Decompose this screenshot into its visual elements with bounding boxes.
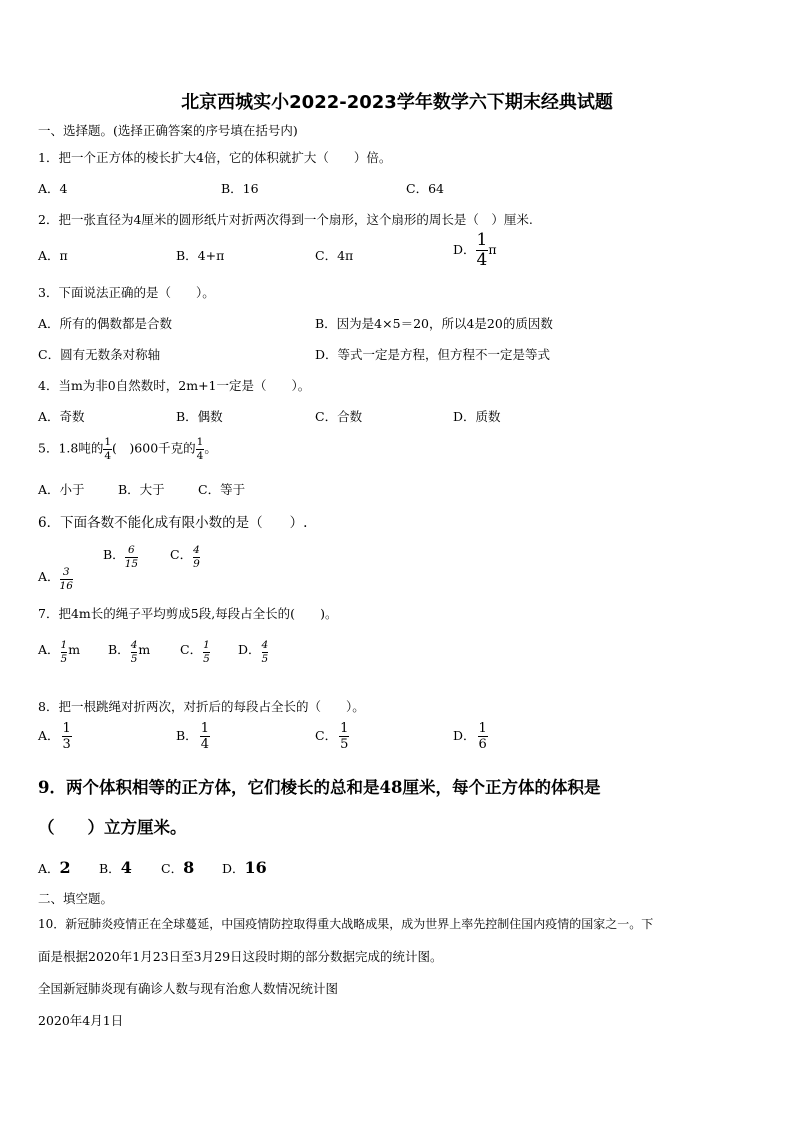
question-1-text: 1．把一个正方体的棱长扩大4倍，它的体积就扩大（ ）倍。: [38, 150, 392, 165]
section-heading-choice: 一、选择题。(选择正确答案的序号填在括号内): [38, 123, 298, 138]
q1-option-c[interactable]: C．64: [406, 181, 444, 196]
q2-option-d-label: D．: [453, 242, 476, 257]
q9-option-d[interactable]: D．16: [222, 858, 267, 877]
question-2-text: 2．把一张直径为4厘米的圆形纸片对折两次得到一个扇形，这个扇形的周长是（ ）厘米.: [38, 212, 533, 227]
q1-option-b[interactable]: B．16: [221, 181, 259, 196]
q2-option-c[interactable]: C．4π: [315, 248, 354, 263]
q4-option-c[interactable]: C．合数: [315, 409, 363, 424]
q6-option-b-fraction: $\frac{6}{15}$: [124, 544, 139, 570]
q7-option-c[interactable]: C． $\frac{1}{5}$: [180, 639, 210, 665]
q4-option-d[interactable]: D．质数: [453, 409, 501, 424]
q2-option-d-pi: π: [488, 242, 497, 257]
q8-option-a-fraction: $\frac{1}{3}$: [62, 721, 71, 752]
q7-option-b[interactable]: B． $\frac{4}{5}$ m: [108, 639, 151, 665]
q6-option-b[interactable]: B． $\frac{6}{15}$: [103, 544, 139, 570]
q7-option-a[interactable]: A． $\frac{1}{5}$ m: [38, 639, 81, 665]
q8-option-c-fraction: $\frac{1}{5}$: [340, 721, 349, 752]
q7-option-d[interactable]: D． $\frac{4}{5}$: [238, 639, 269, 665]
q1-option-a[interactable]: A．4: [38, 181, 68, 196]
question-4-text: 4．当m为非0自然数时，2m+1一定是（ ）。: [38, 378, 311, 393]
q4-option-a[interactable]: A．奇数: [38, 409, 85, 424]
chart-date: 2020年4月1日: [38, 1013, 124, 1028]
q3-option-b[interactable]: B．因为是4×5＝20，所以4是20的质因数: [315, 316, 553, 331]
q8-option-a[interactable]: A． $\frac{1}{3}$: [38, 721, 71, 752]
question-9-line-2: （ ）立方厘米。: [38, 818, 187, 837]
q5-option-b[interactable]: B．大于: [118, 482, 165, 497]
q8-option-c[interactable]: C． $\frac{1}{5}$: [315, 721, 349, 752]
chart-caption: 全国新冠肺炎现有确诊人数与现有治愈人数情况统计图: [38, 981, 339, 996]
q8-option-b[interactable]: B． $\frac{1}{4}$: [176, 721, 209, 752]
question-7-text: 7．把4m长的绳子平均剪成5段,每段占全长的( )。: [38, 606, 338, 621]
q3-option-d[interactable]: D．等式一定是方程，但方程不一定是等式: [315, 347, 551, 362]
q2-option-d[interactable]: [453, 232, 497, 269]
q8-option-d-fraction: $\frac{1}{6}$: [478, 721, 487, 752]
q3-option-a[interactable]: A．所有的偶数都是合数: [38, 316, 173, 331]
question-10-line-2: 面是根据2020年1月23日至3月29日这段时期的部分数据完成的统计图。: [38, 949, 443, 964]
q6-option-a[interactable]: A． $\frac{3}{16}$: [38, 566, 73, 592]
q6-option-a-fraction: $\frac{3}{16}$: [59, 566, 73, 592]
q2-option-a[interactable]: A．π: [38, 248, 68, 263]
q2-option-b[interactable]: B．4+π: [176, 248, 225, 263]
section-heading-fill: 二、填空题。: [38, 891, 114, 906]
question-5-text: 5．1.8吨的 $\frac{1}{4}$ ( )600千克的 $\frac{1}{4}$ 。: [38, 436, 217, 462]
q7-option-c-fraction: $\frac{1}{5}$: [203, 639, 210, 665]
q2-option-d-fraction: $\frac{1}{4}$: [476, 230, 488, 270]
question-3-text: 3．下面说法正确的是（ ）。: [38, 285, 215, 300]
q9-option-b[interactable]: B．4: [99, 858, 132, 877]
q5-option-a[interactable]: A．小于: [38, 482, 85, 497]
question-10-line-1: 10．新冠肺炎疫情正在全球蔓延，中国疫情防控取得重大战略成果，成为世界上率先控制住国内疫情的国家之一。下: [38, 917, 654, 931]
q7-option-d-fraction: $\frac{4}{5}$: [261, 639, 269, 665]
q5-fraction-1: $\frac{1}{4}$: [104, 436, 112, 462]
q4-option-b[interactable]: B．偶数: [176, 409, 223, 424]
q9-option-a[interactable]: A．2: [38, 858, 71, 877]
q7-option-b-fraction: $\frac{4}{5}$: [130, 639, 138, 665]
q5-fraction-2: $\frac{1}{4}$: [196, 436, 204, 462]
question-9-line-1: 9．两个体积相等的正方体，它们棱长的总和是48厘米，每个正方体的体积是: [38, 778, 601, 797]
q8-option-d[interactable]: D． $\frac{1}{6}$: [453, 721, 487, 752]
q8-option-b-fraction: $\frac{1}{4}$: [200, 721, 209, 752]
question-8-text: 8．把一根跳绳对折两次，对折后的每段占全长的（ ）。: [38, 699, 365, 714]
page-title: 北京西城实小2022-2023学年数学六下期末经典试题: [181, 92, 613, 113]
q6-option-c[interactable]: C． $\frac{4}{9}$: [170, 544, 200, 570]
question-6-text: 6．下面各数不能化成有限小数的是（ ）.: [38, 515, 308, 531]
q7-option-a-fraction: $\frac{1}{5}$: [60, 639, 68, 665]
q6-option-c-fraction: $\frac{4}{9}$: [193, 544, 200, 570]
q9-option-c[interactable]: C．8: [161, 858, 195, 877]
q5-option-c[interactable]: C．等于: [198, 482, 246, 497]
q3-option-c[interactable]: C．圆有无数条对称轴: [38, 347, 161, 362]
